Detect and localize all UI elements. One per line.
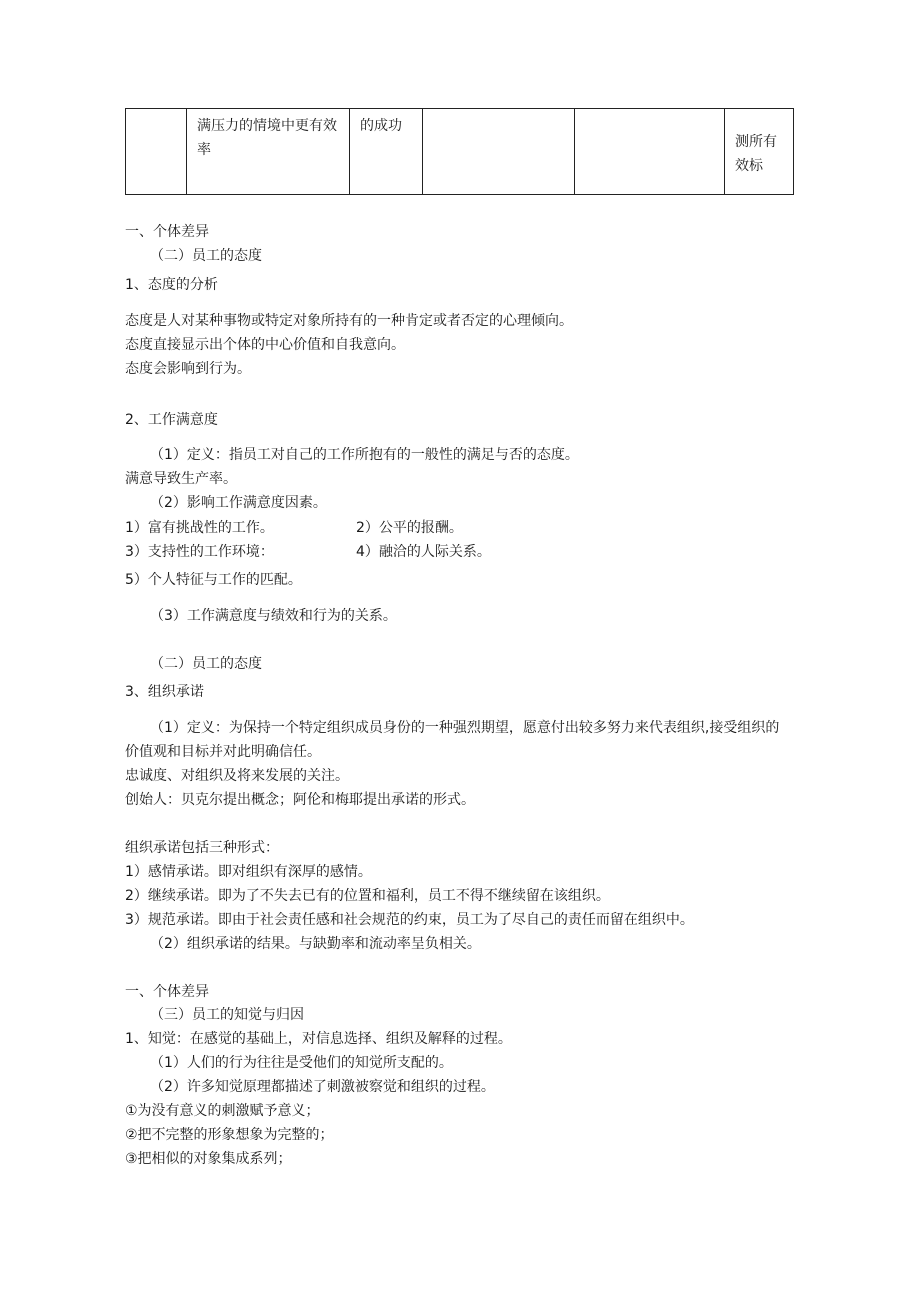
list-item: 2）继续承诺。即为了不失去已有的位置和福利，员工不得不继续留在该组织。	[125, 888, 610, 904]
section-heading: 一、个体差异	[125, 984, 209, 1000]
list-item: 4）融洽的人际关系。	[356, 544, 491, 560]
paragraph: 态度会影响到行为。	[125, 361, 251, 377]
paragraph: （2）组织承诺的结果。与缺勤率和流动率呈负相关。	[150, 936, 481, 952]
paragraph: （1）定义：指员工对自己的工作所抱有的一般性的满足与否的态度。	[150, 447, 579, 463]
paragraph: （2）许多知觉原理都描述了刺激被察觉和组织的过程。	[150, 1079, 495, 1095]
table-cell: 的成功	[350, 109, 423, 195]
section-heading: 一、个体差异	[125, 224, 209, 240]
paragraph: 态度直接显示出个体的中心价值和自我意向。	[125, 337, 405, 353]
list-item: ③把相似的对象集成系列；	[125, 1151, 292, 1167]
paragraph: （2）影响工作满意度因素。	[150, 495, 327, 511]
paragraph: 忠诚度、对组织及将来发展的关注。	[125, 768, 349, 784]
list-item: ①为没有意义的刺激赋予意义；	[125, 1103, 320, 1119]
paragraph: （1）人们的行为往往是受他们的知觉所支配的。	[150, 1055, 453, 1071]
paragraph: 1、知觉：在感觉的基础上，对信息选择、组织及解释的过程。	[125, 1031, 512, 1047]
subsection-heading: （二）员工的态度	[150, 248, 262, 264]
table-row	[126, 109, 794, 195]
paragraph: 组织承诺包括三种形式：	[125, 840, 279, 856]
paragraph: （1）定义：为保持一个特定组织成员身份的一种强烈期望，愿意付出较多努力来代表组织,接受组织的价值观和目标并对此明确信任。	[125, 720, 780, 760]
item-heading: 1、态度的分析	[125, 277, 218, 293]
list-item: 2）公平的报酬。	[356, 520, 463, 536]
list-item: 1）富有挑战性的工作。	[125, 520, 274, 536]
list-item: 5）个人特征与工作的匹配。	[125, 572, 302, 588]
table-cell	[575, 109, 725, 195]
continued-table	[125, 108, 794, 195]
table-cell	[126, 109, 187, 195]
item-heading: 3、组织承诺	[125, 684, 204, 700]
paragraph: （3）工作满意度与绩效和行为的关系。	[150, 608, 397, 624]
list-item: ②把不完整的形象想象为完整的；	[125, 1127, 334, 1143]
item-heading: 2、工作满意度	[125, 412, 218, 428]
paragraph: 态度是人对某种事物或特定对象所持有的一种肯定或者否定的心理倾向。	[125, 313, 573, 329]
subsection-heading: （二）员工的态度	[150, 656, 262, 672]
table-cell: 满压力的情境中更有效率	[187, 109, 350, 195]
subsection-heading: （三）员工的知觉与归因	[150, 1007, 304, 1023]
paragraph: 创始人：贝克尔提出概念；阿伦和梅耶提出承诺的形式。	[125, 792, 475, 808]
table-cell: 测所有效标	[725, 109, 794, 195]
paragraph: 满意导致生产率。	[125, 471, 237, 487]
list-item: 1）感情承诺。即对组织有深厚的感情。	[125, 864, 372, 880]
table-cell	[423, 109, 575, 195]
list-item: 3）支持性的工作环境：	[125, 544, 274, 560]
list-item: 3）规范承诺。即由于社会责任感和社会规范的约束，员工为了尽自己的责任而留在组织中。	[125, 912, 694, 928]
